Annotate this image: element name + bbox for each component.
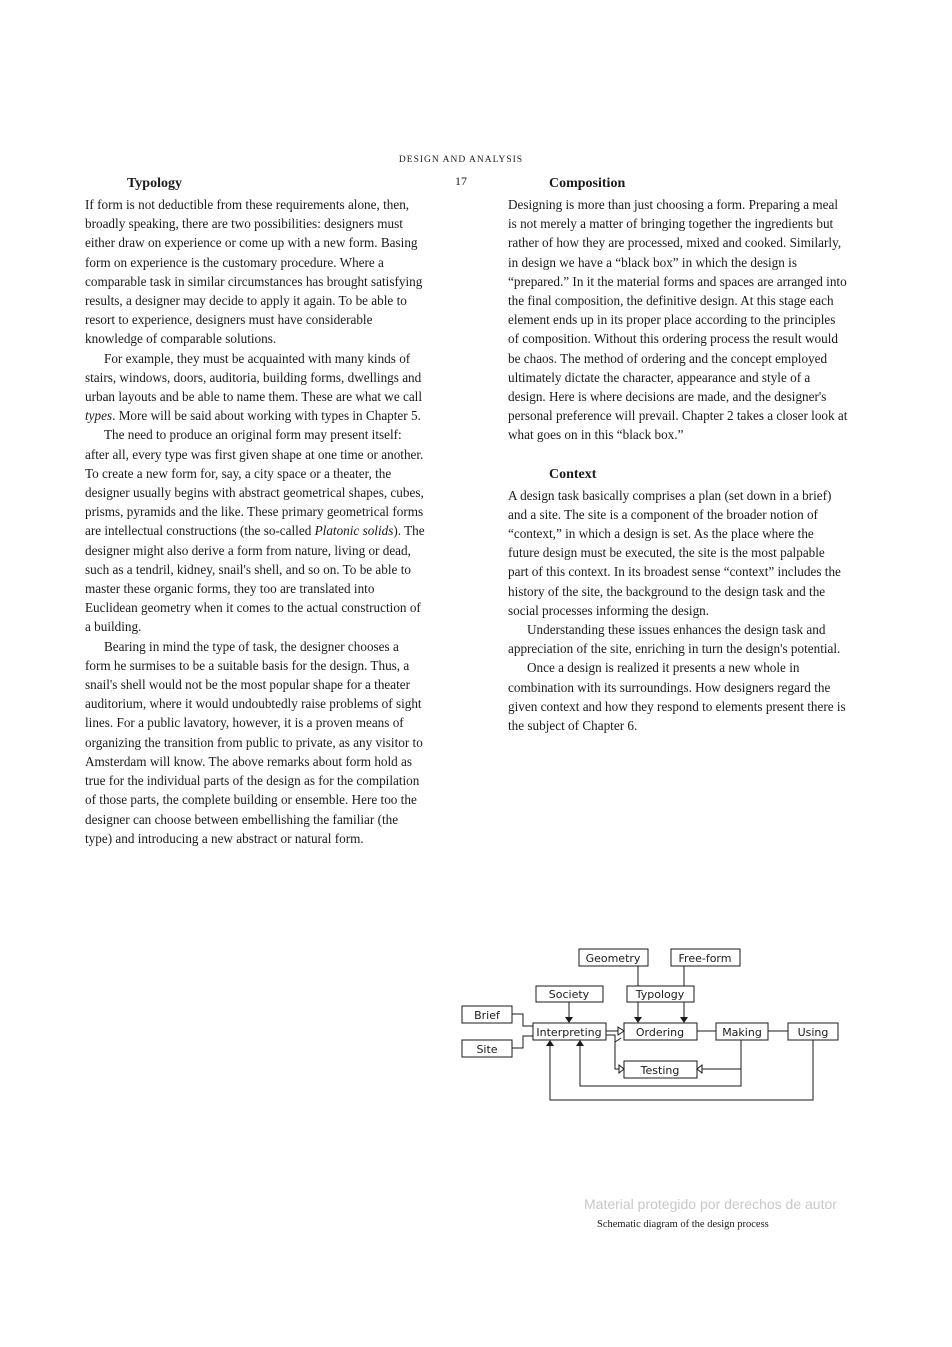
context-paragraph-1: A design task basically comprises a plan (set down in a brief) and a site. The site is a component of the broader notion of “context,” in which a design is set. As the place where the future design must be executed, the site is the most palpable part of this context. In its broadest sense “context” includes the history of the site, the background to the design task and the social processes informing the design.	[508, 487, 841, 618]
site-connector	[512, 1036, 533, 1048]
site-label: Site	[476, 1043, 498, 1056]
typology-paragraph-1: If form is not deductible from these requirements alone, then, broadly speaking, there are two possibilities: designers must either draw on experience or come up with a new form. Basing form on experience is the customary procedure. Where a comparable task in similar circumstances has brought satisfying results, a designer may decide to apply it again. To be able to resort to experience, designers must have considerable knowledge of comparable solutions.	[85, 197, 423, 347]
typology-p2-text-a: For example, they must be acquainted with many kinds of stairs, windows, doors, auditoria, building forms, dwellings and urban layouts and be able to name them. These are what we call	[85, 350, 423, 405]
typology-p3-text-a: The need to produce an original form may present itself: after all, every type was first given shape at one time or another. To create a new form for, say, a city space or a theater, the designer usually begins with abstract geometrical shapes, cubes, prisms, pyramids and the like. These primary geometrical forms are intellectual constructions (the so-called	[85, 427, 424, 539]
design-process-diagram	[455, 940, 855, 1110]
free-form-label: Free-form	[678, 952, 732, 965]
typology-p3-text-b: ). The designer might also derive a form from nature, living or dead, such as a tendril, kidney, snail's shell, and so on. To be able to master these organic forms, they too are translated into Euclidean geometry when it comes to the actual construction of a building.	[85, 523, 425, 635]
context-paragraph-3: Once a design is realized it presents a new whole in combination with its surroundings. How designers regard the given context and how they respond to elements present there is the subject of Chapter 6.	[508, 660, 846, 734]
page-number: 17	[455, 174, 467, 188]
testing-label: Testing	[640, 1064, 680, 1077]
typology-heading: Typology	[127, 176, 182, 191]
left-column	[85, 173, 425, 848]
typology-paragraph-2	[85, 349, 425, 426]
right-column	[508, 173, 848, 735]
typology-p2-text-b: . More will be said about working with types in Chapter 5.	[112, 408, 421, 424]
making-to-testing-line	[702, 1040, 741, 1069]
context-heading: Context	[549, 466, 597, 482]
arrowhead-to-testing-left	[619, 1065, 624, 1073]
geometry-label: Geometry	[585, 952, 641, 965]
ordering-feedback-line	[615, 1038, 621, 1042]
typology-paragraph-3	[85, 425, 425, 636]
diagram-caption: Schematic diagram of the design process	[597, 1219, 769, 1230]
running-head: DESIGN AND ANALYSIS	[398, 155, 524, 165]
using-feedback-line	[550, 1040, 813, 1100]
composition-paragraph-1: Designing is more than just choosing a form. Preparing a meal is not merely a matter of bringing together the ingredients but rather of how they are processed, mixed and cooked. Similarly, in design we have a “black box” in which the design is “prepared.” In it the material forms and spaces are arranged into the final composition, the definitive design. At this stage each element ends up in its proper place according to the principles of composition. Without this ordering process the result would be chaos. The method of ordering and the concept employed ultimately dictate the character, appearance and style of a design. Here is where decisions are made, and the designer's personal preference will prevail. Chapter 2 takes a closer look at what goes on in this “black box.”	[508, 197, 848, 443]
arrowhead-testing-feedback	[576, 1040, 584, 1046]
arrowhead-interpreting-ordering	[618, 1027, 624, 1035]
ordering-label: Ordering	[635, 1026, 685, 1039]
arrowhead-to-testing-right	[697, 1065, 702, 1073]
typology-p2-emphasis: types	[85, 408, 113, 424]
context-paragraph-2: Understanding these issues enhances the design task and appreciation of the site, enriching in turn the design's potential.	[508, 622, 841, 657]
brief-connector	[512, 1014, 533, 1026]
section-gap	[508, 445, 848, 464]
society-label: Society	[548, 988, 590, 1001]
testing-feedback-line	[580, 1040, 741, 1086]
copyright-watermark: Material protegido por derechos de autor	[584, 1196, 837, 1212]
typology-paragraph-4: Bearing in mind the type of task, the designer chooses a form he surmises to be a suitable basis for the design. Thus, a snail's shell would not be the most popular shape for a theater auditorium, where it would undoubtedly raise problems of sight lines. For a public lavatory, however, it is a proven means of organizing the transition from public to private, as any visitor to Amsterdam will know. The above remarks about form hold as true for the individual parts of the design as for the compilation of those parts, the complete building or ensemble. Here too the designer can choose between embellishing the familiar (the type) and introducing a new abstract or natural form.	[85, 638, 423, 846]
typology-label: Typology	[635, 988, 685, 1001]
arrowhead-typology-2	[680, 1017, 688, 1023]
interpreting-label: Interpreting	[536, 1026, 602, 1039]
making-label: Making	[722, 1026, 762, 1039]
arrowhead-society	[565, 1017, 573, 1023]
arrowhead-typology-1	[634, 1017, 642, 1023]
brief-label: Brief	[474, 1009, 500, 1022]
composition-heading: Composition	[549, 176, 626, 191]
using-label: Using	[797, 1026, 829, 1039]
arrowhead-using-feedback	[546, 1040, 554, 1046]
typology-p3-emphasis: Platonic solids	[314, 523, 394, 539]
